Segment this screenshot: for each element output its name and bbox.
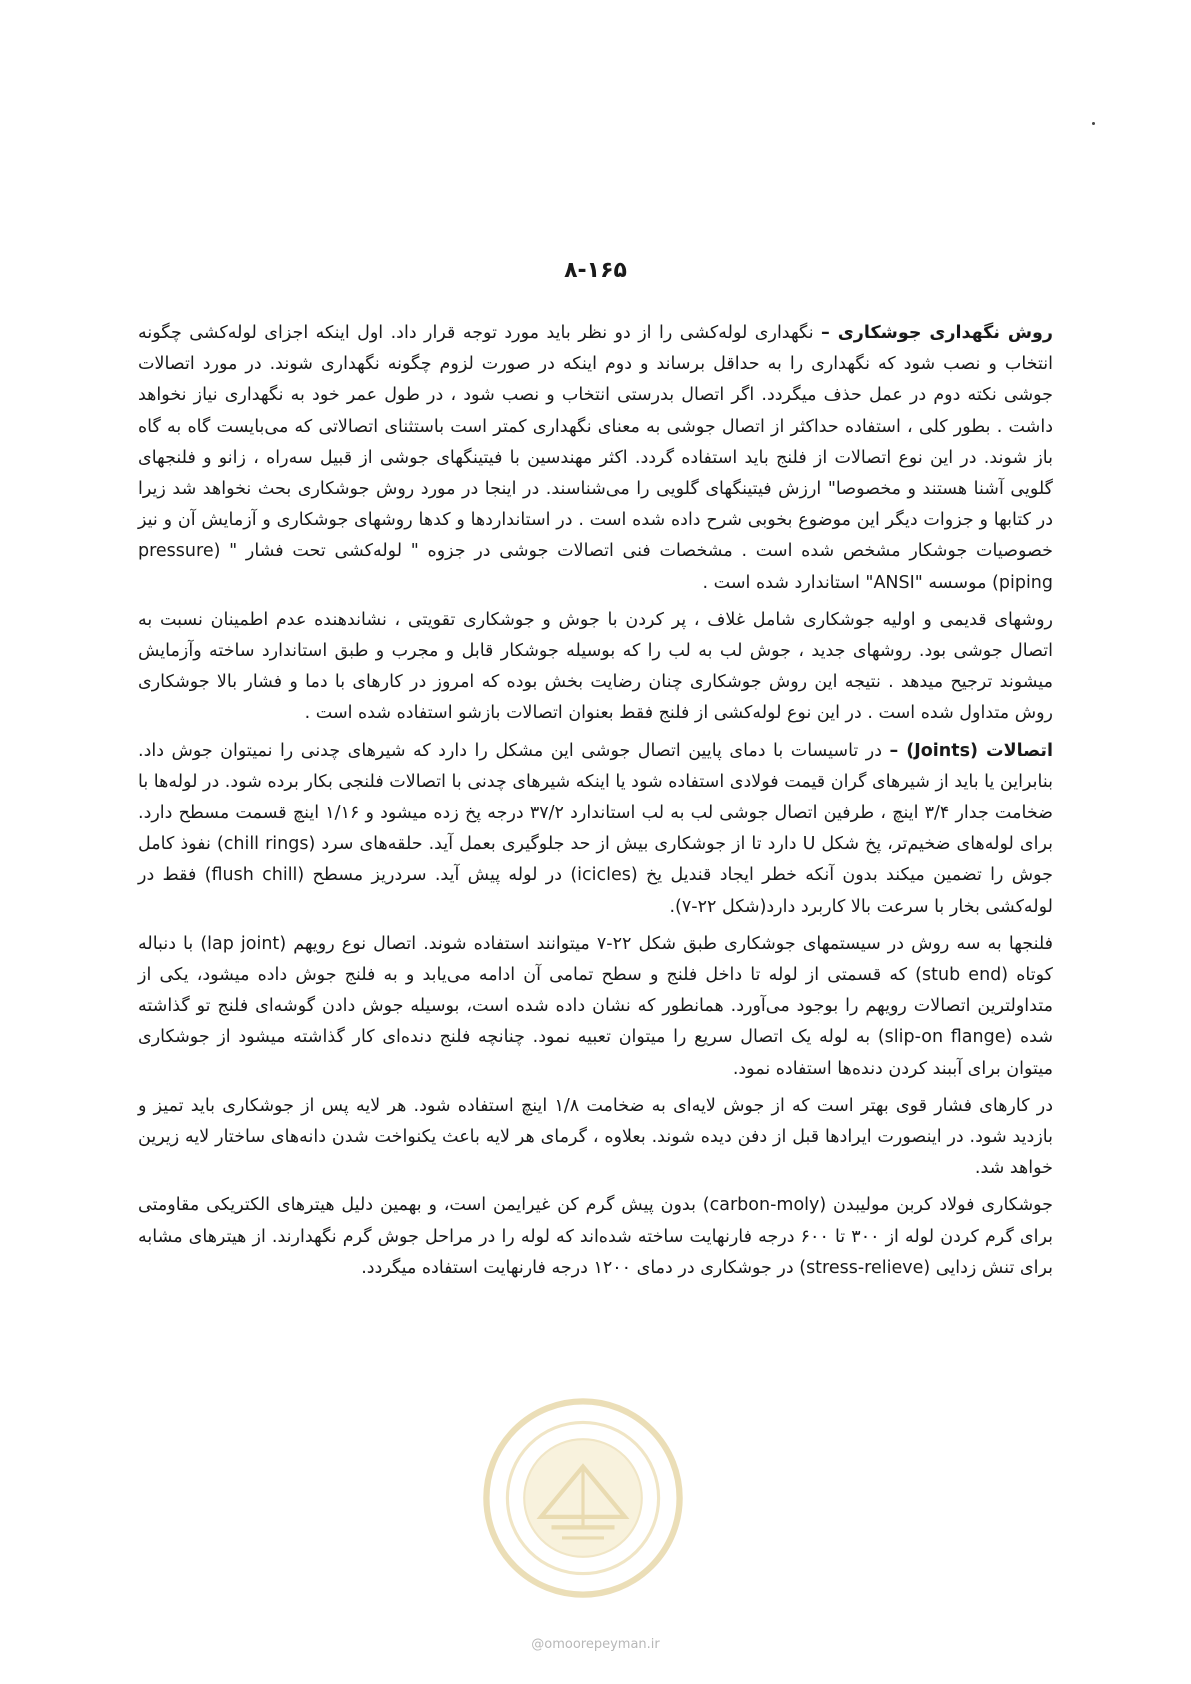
page-number: ۸-۱۶۵ bbox=[564, 258, 627, 283]
paragraph-welding-maintenance bbox=[138, 318, 1053, 599]
paragraph-heading: اتصالات (Joints) – bbox=[889, 740, 1053, 761]
paragraph-text: روشهای قدیمی و اولیه جوشکاری شامل غلاف ، پر کردن با جوش و جوشکاری تقویتی ، نشاندهنده عدم اطمینان نسبت به اتصال جوشی بود. روشهای جدید ، جوش لب به لب را که بوسیله جوشکار قابل و مجرب و طبق استاندارد ساخته وآزمایش میشوند ترجیح میدهد . نتیجه این روش جوشکاری چنان رضایت بخش بوده که امروز در کارهای با دما و فشار بالا جوشکاری روش متداول شده است . در این نوع لوله‌کشی از فلنج فقط بعنوان اتصالات بازشو استفاده شده است . bbox=[138, 609, 1053, 724]
paragraph-text: فلنجها به سه روش در سیستمهای جوشکاری طبق شکل ۲۲-۷ میتوانند استفاده شوند. اتصال نوع رویهم (lap joint) با دنباله کوتاه (stub end) که قسمتی از لوله تا داخل فلنج و سطح تمامی آن ادامه می‌یابد و به فلنج جوش داده میشود، یکی از متداولترین اتصالات رویهم را بوجود می‌آورد. همانطور که نشان داده شده است، بوسیله جوش دادن گوشه‌ای فلنج تو گذاشته شده (slip-on flange) به لوله یک اتصال سریع را میتوان تعبیه نمود. چنانچه فلنج دنده‌ای کار گذاشته میشود از جوشکاری میتوان برای آببند کردن دنده‌ها استفاده نمود. bbox=[138, 933, 1054, 1079]
paragraph-text: در تاسیسات با دمای پایین اتصال جوشی این مشکل را دارد که شیرهای چدنی را نمیتوان جوش داد. بنابراین یا باید از شیرهای گران قیمت فولادی استفاده شود یا اینکه شیرهای چدنی با اتصالات فلنجی بکار برده شود. در لوله‌ها با ضخامت جدار ۳/۴ اینچ ، طرفین اتصال جوشی لب به لب استاندارد ۳۷/۲ درجه پخ زده میشود و ۱/۱۶ اینچ قسمت مسطح دارد. برای لوله‌های ضخیم‌تر، پخ شکل U دارد تا از جوشکاری بیش از حد جلوگیری بعمل آید. حلقه‌های سرد (chill rings) نفوذ کامل جوش را تضمین میکند بدون آنکه خطر ایجاد قندیل یخ (icicles) در لوله پیش آید. سردریز مسطح (flush chill) فقط در لوله‌کشی بخار با سرعت بالا کاربرد دارد(شکل ۲۲-۷). bbox=[138, 740, 1053, 917]
page-dot-mark bbox=[1092, 122, 1095, 125]
paragraph-high-pressure bbox=[138, 1091, 1053, 1185]
watermark-site: @omoorepeyman.ir bbox=[531, 1637, 660, 1652]
paragraph-old-welding-methods bbox=[138, 605, 1053, 730]
paragraph-heading: روش نگهداری جوشکاری – bbox=[821, 323, 1053, 343]
paragraph-joints bbox=[138, 736, 1053, 923]
watermark-seal-icon bbox=[478, 1393, 688, 1603]
paragraph-text: جوشکاری فولاد کربن مولیبدن (carbon-moly) بدون پیش گرم کن غیرایمن است، و بهمین دلیل هیترهای الکتریکی مقاومتی برای گرم کردن لوله از ۳۰۰ تا ۶۰۰ درجه فارنهایت ساخته شده‌اند که لوله را در مراحل جوش گرم نگهدارند. از هیترهای مشابه برای تنش زدایی (stress-relieve) در جوشکاری در دمای ۱۲۰۰ درجه فارنهایت استفاده میگردد. bbox=[138, 1195, 1053, 1278]
document-body bbox=[138, 318, 1053, 1290]
paragraph-carbon-moly bbox=[138, 1190, 1053, 1284]
paragraph-flanges bbox=[138, 929, 1053, 1085]
paragraph-text: نگهداری لوله‌کشی را از دو نظر باید مورد توجه قرار داد. اول اینکه اجزای لوله‌کشی چگونه انتخاب و نصب شود که نگهداری را به حداقل برساند و دوم اینکه در صورت لزوم چگونه نگهداری شوند. در مورد اتصالات جوشی نکته دوم در عمل حذف میگردد. اگر اتصال بدرستی انتخاب و نصب شود ، در طول عمر خود به نگهداری نیاز نخواهد داشت . بطور کلی ، استفاده حداکثر از اتصال جوشی به معنای نگهداری کمتر است باستثنای اتصالاتی که می‌بایست گاه به گاه باز شوند. در این نوع اتصالات از فلنج باید استفاده گردد. اکثر مهندسین با فیتینگهای جوشی از قبیل سه‌راه ، زانو و فلنجهای گلویی آشنا هستند و مخصوصا" ارزش فیتینگهای گلویی را می‌شناسند. در اینجا در مورد روش جوشکاری بحث نخواهد شد زیرا در کتابها و جزوات دیگر این موضوع بخوبی شرح داده شده است . در استانداردها و کدها روشهای جوشکاری و آزمایش آن و نیز خصوصیات جوشکار مشخص شده است . مشخصات فنی اتصالات جوشی در جزوه " لوله‌کشی تحت فشار " (pressure piping) موسسه "ANSI" استاندارد شده است . bbox=[138, 323, 1053, 593]
paragraph-text: در کارهای فشار قوی بهتر است که از جوش لایه‌ای به ضخامت ۱/۸ اینچ استفاده شود. هر لایه پس از جوشکاری باید تمیز و بازدید شود. در اینصورت ایرادها قبل از دفن دیده شوند. بعلاوه ، گرمای هر لایه باعث یکنواخت شدن دانه‌های ساختار لایه زیرین خواهد شد. bbox=[138, 1095, 1053, 1179]
